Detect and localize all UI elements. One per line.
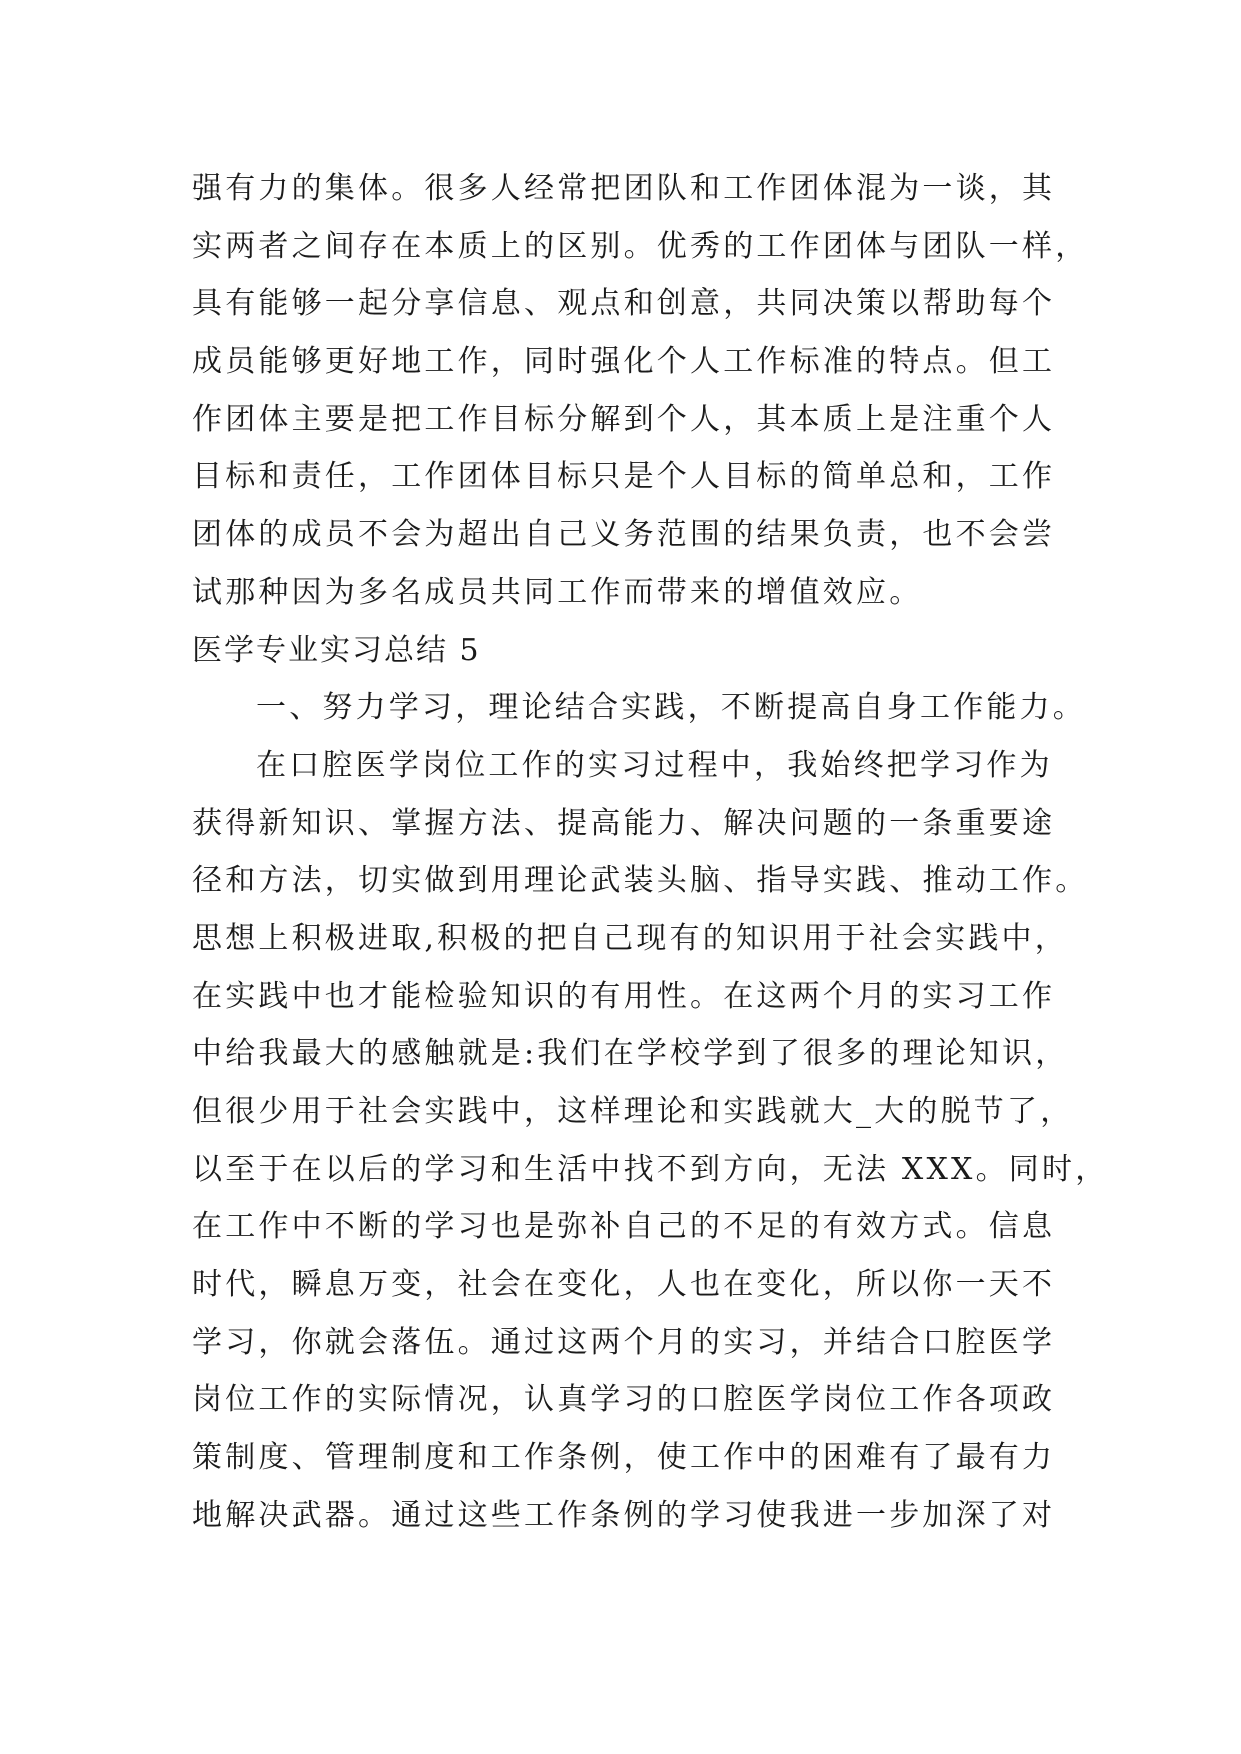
paragraph-line: 岗位工作的实际情况，认真学习的口腔医学岗位工作各项政 xyxy=(192,1382,1056,1418)
paragraph-line: 在工作中不断的学习也是弥补自己的不足的有效方式。信息 xyxy=(192,1209,1056,1245)
paragraph-line: 试那种因为多名成员共同工作而带来的增值效应。 xyxy=(192,574,923,610)
paragraph-line: 实两者之间存在本质上的区别。优秀的工作团体与团队一样， xyxy=(192,228,1089,264)
paragraph-line: 径和方法，切实做到用理论武装头脑、指导实践、推动工作。 xyxy=(192,863,1089,899)
paragraph-line: 作团体主要是把工作目标分解到个人，其本质上是注重个人 xyxy=(192,401,1056,437)
paragraph-line: 但很少用于社会实践中，这样理论和实践就大_大的脱节了， xyxy=(192,1094,1074,1129)
paragraph-line: 在口腔医学岗位工作的实习过程中，我始终把学习作为 xyxy=(256,747,1053,783)
paragraph-line: 地解决武器。通过这些工作条例的学习使我进一步加深了对 xyxy=(192,1497,1056,1533)
paragraph-line: 成员能够更好地工作，同时强化个人工作标准的特点。但工 xyxy=(192,344,1056,380)
paragraph-line: 目标和责任，工作团体目标只是个人目标的简单总和，工作 xyxy=(192,459,1056,495)
paragraph-line: 思想上积极进取,积极的把自己现有的知识用于社会实践中， xyxy=(192,920,1068,956)
paragraph-line: 策制度、管理制度和工作条例，使工作中的困难有了最有力 xyxy=(192,1440,1056,1476)
paragraph-line: 以至于在以后的学习和生活中找不到方向，无法 XXX。同时， xyxy=(192,1151,1109,1187)
paragraph-line: 时代，瞬息万变，社会在变化，人也在变化，所以你一天不 xyxy=(192,1267,1056,1303)
paragraph-line: 团体的成员不会为超出自己义务范围的结果负责，也不会尝 xyxy=(192,517,1056,553)
paragraph-line: 强有力的集体。很多人经常把团队和工作团体混为一谈，其 xyxy=(192,171,1056,206)
paragraph-line: 学习，你就会落伍。通过这两个月的实习，并结合口腔医学 xyxy=(192,1324,1056,1360)
paragraph-line: 中给我最大的感触就是:我们在学校学到了很多的理论知识， xyxy=(192,1036,1069,1072)
paragraph-line: 具有能够一起分享信息、观点和创意，共同决策以帮助每个 xyxy=(192,286,1056,322)
section-heading: 医学专业实习总结 5 xyxy=(192,632,481,668)
subsection-heading: 一、努力学习，理论结合实践，不断提高自身工作能力。 xyxy=(256,690,1086,726)
paragraph-line: 获得新知识、掌握方法、提高能力、解决问题的一条重要途 xyxy=(192,805,1056,841)
document-body xyxy=(192,160,1109,1545)
paragraph-line: 在实践中也才能检验知识的有用性。在这两个月的实习工作 xyxy=(192,978,1056,1014)
